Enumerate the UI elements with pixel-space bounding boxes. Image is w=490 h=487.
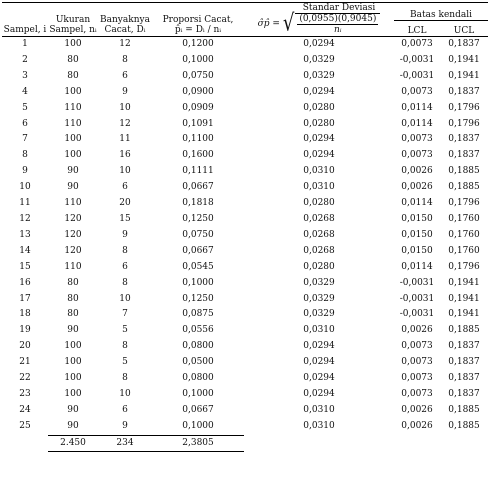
sd-fraction [297,14,378,35]
cell-ucl: 0,1837 [448,388,480,399]
cell-sd: 0,0294 [303,388,335,399]
totals-blank-sd [244,435,394,451]
header-ukuran-line2: Sampel, nᵢ [49,25,97,35]
cell-sampel: 4 [22,86,28,97]
cell-ukuran: 120 [64,229,82,240]
cell-ucl: 0,1885 [448,404,480,415]
table-row [2,419,488,435]
cell-sampel: 1 [22,39,28,49]
cell-ukuran: 80 [67,277,79,288]
cell-ucl: 0,1885 [448,166,480,177]
cell-cacat: 8 [122,341,128,352]
total-cacat: 234 [98,435,152,451]
cell-ukuran: 80 [67,54,79,65]
cell-sd: 0,0294 [303,134,335,145]
cell-sampel: 10 [19,182,31,193]
sd-numerator: (0,0955)(0,9045) [299,14,377,24]
cell-sampel: 7 [22,134,28,145]
cell-ucl: 0,1885 [448,421,480,431]
cell-ucl: 0,1941 [448,309,480,320]
table-row [2,339,488,355]
cell-cacat: 12 [119,118,131,129]
totals-blank-ucl [440,435,488,451]
cell-ucl: 0,1837 [448,39,480,49]
cell-cacat: 11 [119,134,131,145]
cell-proporsi: 0,0545 [182,261,214,272]
cell-sampel: 12 [19,213,31,224]
cell-lcl: 0,0026 [401,325,433,336]
cell-sd: 0,0310 [303,182,335,193]
cell-cacat: 15 [119,213,131,224]
cell-proporsi: 0,1091 [182,118,214,129]
cell-lcl: -0,0031 [399,70,435,81]
cell-proporsi: 0,1000 [182,277,214,288]
cell-sd: 0,0329 [303,70,335,81]
total-proporsi: 2,3805 [152,435,244,451]
cell-sd: 0,0268 [303,245,335,256]
table-row [2,101,488,117]
cell-ukuran: 120 [64,213,82,224]
cell-lcl: 0,0073 [401,134,433,145]
cell-sampel: 14 [19,245,31,256]
table-row [2,260,488,276]
cell-ucl: 0,1837 [448,150,480,161]
cell-ucl: 0,1941 [448,277,480,288]
cell-sd: 0,0310 [303,404,335,415]
sqrt-icon: √ [282,9,295,37]
cell-lcl: 0,0114 [401,102,433,113]
cell-cacat: 16 [119,150,131,161]
cell-proporsi: 0,1600 [182,150,214,161]
cell-ukuran: 100 [64,134,82,145]
cell-lcl: 0,0073 [401,150,433,161]
table-row [2,228,488,244]
cell-sd: 0,0294 [303,341,335,352]
cell-proporsi: 0,0667 [182,404,214,415]
cell-ukuran: 120 [64,245,82,256]
table-row [2,387,488,403]
cell-sd: 0,0329 [303,293,335,304]
cell-ukuran: 100 [64,150,82,161]
table-row [2,148,488,164]
cell-ucl: 0,1760 [448,213,480,224]
cell-proporsi: 0,1200 [182,39,214,49]
cell-ukuran: 90 [67,420,79,431]
cell-sd: 0,0280 [303,118,335,129]
sd-formula [244,9,394,37]
cell-cacat: 8 [122,54,128,65]
header-sampel: Sampel, i [2,3,48,37]
cell-sd: 0,0294 [303,373,335,384]
cell-lcl: 0,0073 [401,86,433,97]
table-row [2,371,488,387]
cell-sampel: 9 [22,166,28,177]
cell-proporsi: 0,0750 [182,70,214,81]
cell-sd: 0,0294 [303,39,335,49]
cell-ucl: 0,1885 [448,325,480,336]
cell-lcl: -0,0031 [399,309,435,320]
cell-ukuran: 110 [64,102,82,113]
cell-sd: 0,0329 [303,309,335,320]
cell-lcl: 0,0073 [401,373,433,384]
cell-sampel: 2 [22,54,28,65]
header-cacat-line1: Banyaknya [100,15,150,25]
sd-denominator: nᵢ [334,25,342,35]
cell-proporsi: 0,1250 [182,213,214,224]
cell-cacat: 7 [122,309,128,320]
cell-sampel: 18 [19,309,31,320]
cell-lcl: 0,0073 [401,357,433,368]
cell-cacat: 9 [122,86,128,97]
cell-sampel: 25 [19,421,31,431]
header-proporsi [152,3,244,37]
header-standar-deviasi [244,3,394,37]
totals-row [2,435,488,451]
cell-cacat: 10 [119,102,131,113]
cell-ukuran: 100 [64,86,82,97]
table-row [2,69,488,85]
cell-ukuran: 80 [67,309,79,320]
cell-ukuran: 110 [64,118,82,129]
cell-ucl: 0,1760 [448,245,480,256]
cell-lcl: 0,0026 [401,166,433,177]
cell-ucl: 0,1837 [448,373,480,384]
sd-lhs: σ̂p̂ = [257,19,280,29]
cell-sampel: 16 [19,277,31,288]
table-row [2,180,488,196]
cell-ucl: 0,1837 [448,357,480,368]
cell-ucl: 0,1941 [448,293,480,304]
header-cacat [98,3,152,37]
cell-cacat: 10 [119,293,131,304]
cell-ukuran: 90 [67,166,79,177]
header-ukuran-line1: Ukuran [55,15,91,25]
cell-lcl: 0,0150 [401,229,433,240]
cell-proporsi: 0,0667 [182,245,214,256]
cell-ucl: 0,1837 [448,134,480,145]
table-body [2,37,488,436]
header-ukuran [48,3,98,37]
cell-ucl: 0,1837 [448,341,480,352]
table-row [2,132,488,148]
cell-sampel: 5 [22,102,28,113]
cell-ukuran: 80 [67,70,79,81]
cell-cacat: 5 [122,325,128,336]
cell-cacat: 6 [122,404,128,415]
cell-lcl: -0,0031 [399,54,435,65]
header-ucl: UCL [440,21,488,37]
cell-ucl: 0,1941 [448,70,480,81]
cell-ucl: 0,1885 [448,182,480,193]
cell-ucl: 0,1796 [448,198,480,209]
cell-lcl: 0,0026 [401,404,433,415]
cell-sd: 0,0294 [303,86,335,97]
cell-ukuran: 110 [64,261,82,272]
cell-lcl: 0,0026 [401,182,433,193]
cell-lcl: -0,0031 [399,277,435,288]
cell-sampel: 6 [22,118,28,129]
table-row [2,355,488,371]
header-proporsi-line2: p̂ᵢ = Dᵢ / nᵢ [174,25,222,35]
cell-cacat: 10 [119,166,131,177]
cell-cacat: 8 [122,245,128,256]
cell-sd: 0,0329 [303,277,335,288]
totals-blank [2,435,48,451]
cell-proporsi: 0,1000 [182,54,214,65]
cell-sampel: 21 [19,357,31,368]
header-batas-kendali: Batas kendali [410,10,472,21]
cell-lcl: 0,0114 [401,261,433,272]
cell-lcl: 0,0150 [401,245,433,256]
cell-proporsi: 0,0750 [182,229,214,240]
cell-lcl: 0,0114 [401,198,433,209]
cell-proporsi: 0,0900 [182,86,214,97]
cell-cacat: 8 [122,277,128,288]
cell-ukuran: 100 [64,341,82,352]
cell-lcl: 0,0073 [401,341,433,352]
cell-sampel: 17 [19,293,31,304]
cell-sampel: 19 [19,325,31,336]
cell-proporsi: 0,0500 [182,357,214,368]
cell-sampel: 24 [19,404,31,415]
cell-cacat: 9 [122,420,128,431]
cell-proporsi: 0,0875 [182,309,214,320]
cell-ukuran: 110 [64,198,82,209]
cell-ukuran: 80 [67,293,79,304]
table-row [2,323,488,339]
table-row [2,85,488,101]
cell-sd: 0,0280 [303,198,335,209]
cell-proporsi: 0,1818 [182,198,214,209]
table-row [2,276,488,292]
cell-ucl: 0,1796 [448,118,480,129]
table-row [2,403,488,419]
cell-proporsi: 0,1100 [182,134,214,145]
cell-sampel: 11 [19,198,31,209]
cell-ucl: 0,1796 [448,261,480,272]
cell-ucl: 0,1837 [448,86,480,97]
control-limit-table [2,2,488,452]
cell-proporsi: 0,1250 [182,293,214,304]
cell-sampel: 13 [19,229,31,240]
table-row [2,53,488,69]
totals-blank-lcl [394,435,440,451]
table-row [2,292,488,308]
sd-radicand [295,13,380,35]
cell-sd: 0,0310 [303,166,335,177]
cell-ukuran: 100 [64,39,82,49]
table-row [2,212,488,228]
cell-lcl: 0,0026 [401,421,433,431]
table-row [2,244,488,260]
cell-cacat: 6 [122,261,128,272]
cell-ucl: 0,1796 [448,102,480,113]
cell-ukuran: 100 [64,357,82,368]
table-row [2,164,488,180]
cell-proporsi: 0,1111 [182,166,214,177]
cell-cacat: 8 [122,373,128,384]
cell-lcl: 0,0073 [401,388,433,399]
cell-sd: 0,0268 [303,213,335,224]
cell-sd: 0,0310 [303,325,335,336]
cell-sampel: 23 [19,388,31,399]
cell-proporsi: 0,1000 [182,388,214,399]
table-row [2,117,488,133]
cell-sd: 0,0294 [303,357,335,368]
cell-sd: 0,0329 [303,54,335,65]
table-row [2,196,488,212]
cell-sd: 0,0268 [303,229,335,240]
cell-sampel: 20 [19,341,31,352]
cell-ukuran: 90 [67,404,79,415]
header-proporsi-line1: Proporsi Cacat, [162,15,234,25]
cell-lcl: -0,0031 [399,293,435,304]
table-row [2,37,488,53]
cell-lcl: 0,0073 [401,39,433,49]
header-cacat-line2: Cacat, Dᵢ [104,25,146,35]
cell-cacat: 9 [122,229,128,240]
cell-ukuran: 90 [67,325,79,336]
cell-lcl: 0,0150 [401,213,433,224]
cell-proporsi: 0,0800 [182,373,214,384]
cell-proporsi: 0,0667 [182,182,214,193]
table-row [2,307,488,323]
cell-proporsi: 0,0909 [182,102,214,113]
cell-ukuran: 100 [64,373,82,384]
cell-cacat: 20 [119,198,131,209]
cell-cacat: 6 [122,182,128,193]
total-ukuran: 2.450 [48,435,98,451]
cell-sd: 0,0280 [303,261,335,272]
cell-proporsi: 0,1000 [182,420,214,431]
cell-sampel: 3 [22,70,28,81]
cell-cacat: 6 [122,70,128,81]
header-lcl: LCL [394,21,440,37]
cell-sampel: 8 [22,150,28,161]
cell-ucl: 0,1760 [448,229,480,240]
cell-sd: 0,0310 [303,421,335,431]
cell-lcl: 0,0114 [401,118,433,129]
cell-cacat: 10 [119,388,131,399]
cell-proporsi: 0,0556 [182,325,214,336]
cell-cacat: 12 [119,39,131,49]
cell-ukuran: 100 [64,388,82,399]
cell-ukuran: 90 [67,182,79,193]
cell-sampel: 15 [19,261,31,272]
header-sd-title: Standar Deviasi [302,3,376,13]
cell-ucl: 0,1941 [448,54,480,65]
cell-proporsi: 0,0800 [182,341,214,352]
cell-sampel: 22 [19,373,31,384]
cell-sd: 0,0294 [303,150,335,161]
cell-sd: 0,0280 [303,102,335,113]
cell-cacat: 5 [122,357,128,368]
table-container [2,2,488,452]
